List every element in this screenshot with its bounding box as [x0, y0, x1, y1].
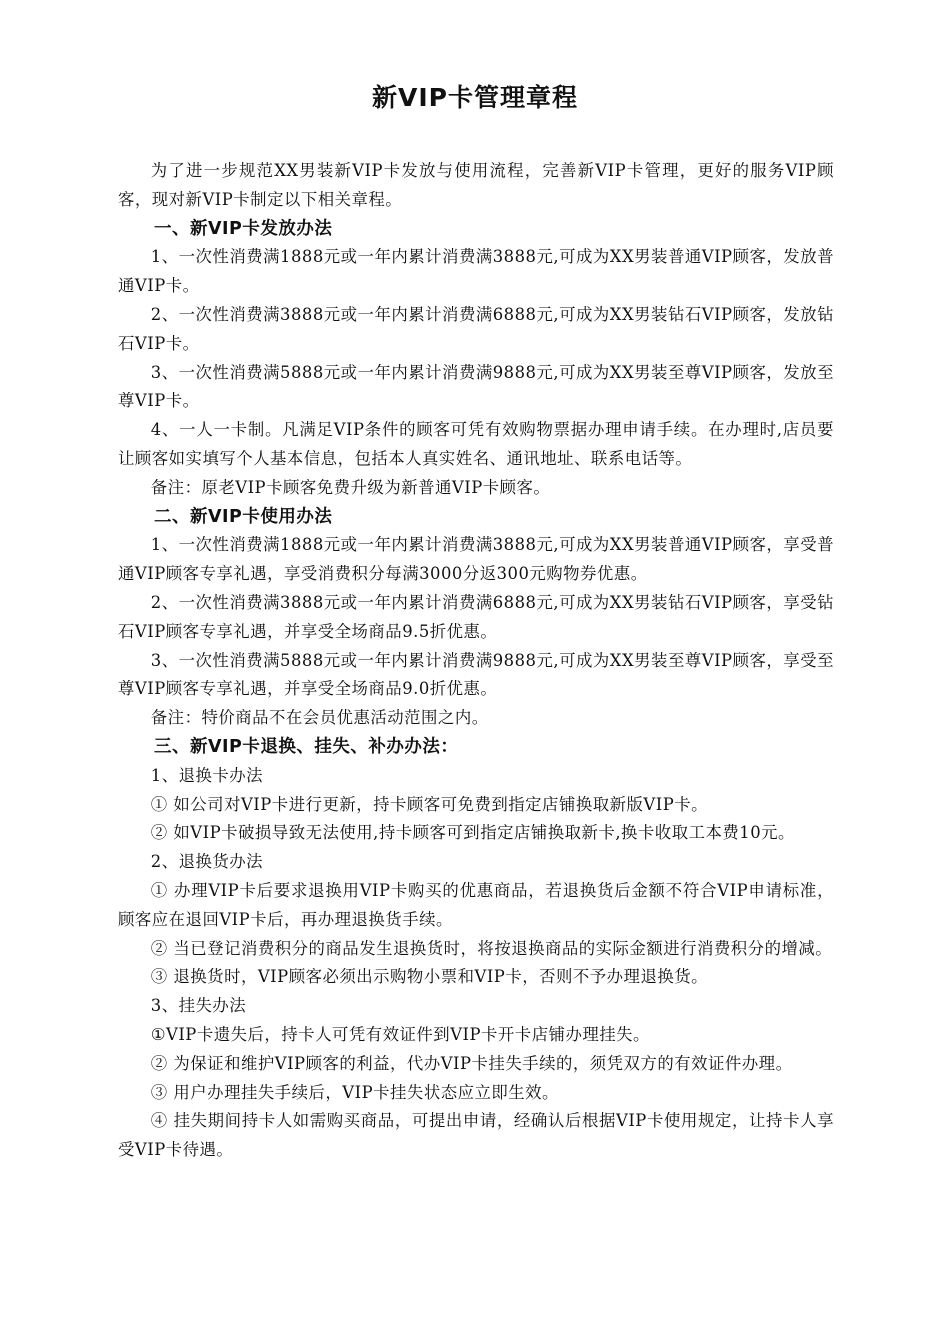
loss-report-item-1: ①VIP卡遗失后，持卡人可凭有效证件到VIP卡开卡店铺办理挂失。	[150, 1024, 650, 1044]
issuance-note: 备注：原老VIP卡顾客免费升级为新普通VIP卡顾客。	[150, 477, 551, 497]
loss-report-item-4: ④ 挂失期间持卡人如需购买商品，可提出申请，经确认后根据VIP卡使用规定，让持卡人享受VIP卡待遇。	[118, 1111, 834, 1160]
page-title: 新VIP卡管理章程	[372, 83, 578, 112]
document-body	[118, 157, 834, 1165]
loss-report-item-2: ② 为保证和维护VIP顾客的利益，代办VIP卡挂失手续的，须凭双方的有效证件办理。	[150, 1053, 793, 1073]
card-exchange-title: 1、退换卡办法	[150, 765, 264, 785]
goods-return-item-1: ① 办理VIP卡后要求退换用VIP卡购买的优惠商品，若退换货后金额不符合VIP申请标准，顾客应在退回VIP卡后，再办理退换货手续。	[118, 880, 834, 929]
usage-item-1: 1、一次性消费满1888元或一年内累计消费满3888元,可成为XX男装普通VIP顾客，享受普通VIP顾客专享礼遇，享受消费积分每满3000分返300元购物券优惠。	[118, 535, 834, 584]
card-exchange-item-2: ② 如VIP卡破损导致无法使用,持卡顾客可到指定店铺换取新卡,换卡收取工本费10元。	[150, 823, 795, 843]
usage-item-3: 3、一次性消费满5888元或一年内累计消费满9888元,可成为XX男装至尊VIP顾客，享受至尊VIP顾客专享礼遇，并享受全场商品9.0折优惠。	[118, 650, 834, 699]
issuance-item-3: 3、一次性消费满5888元或一年内累计消费满9888元,可成为XX男装至尊VIP顾客，发放至尊VIP卡。	[118, 362, 834, 411]
card-exchange-item-1: ① 如公司对VIP卡进行更新，持卡顾客可免费到指定店铺换取新版VIP卡。	[150, 794, 709, 814]
loss-report-item-3: ③ 用户办理挂失手续后，VIP卡挂失状态应立即生效。	[150, 1082, 559, 1102]
intro-paragraph: 为了进一步规范XX男装新VIP卡发放与使用流程，完善新VIP卡管理，更好的服务VIP顾客，现对新VIP卡制定以下相关章程。	[118, 161, 834, 209]
issuance-item-2: 2、一次性消费满3888元或一年内累计消费满6888元,可成为XX男装钻石VIP顾客，发放钻石VIP卡。	[118, 304, 834, 353]
section-heading-exchange: 三、新VIP卡退换、挂失、补办办法：	[154, 736, 459, 757]
issuance-item-4: 4、一人一卡制。凡满足VIP条件的顾客可凭有效购物票据办理申请手续。在办理时,店员要让顾客如实填写个人基本信息，包括本人真实姓名、通讯地址、联系电话等。	[118, 420, 834, 468]
goods-return-item-3: ③ 退换货时，VIP顾客必须出示购物小票和VIP卡，否则不予办理退换货。	[150, 967, 709, 987]
loss-report-title: 3、挂失办法	[150, 996, 247, 1016]
usage-item-2: 2、一次性消费满3888元或一年内累计消费满6888元,可成为XX男装钻石VIP顾客，享受钻石VIP顾客专享礼遇，并享受全场商品9.5折优惠。	[118, 592, 834, 641]
issuance-item-1: 1、一次性消费满1888元或一年内累计消费满3888元,可成为XX男装普通VIP顾客，发放普通VIP卡。	[118, 247, 834, 296]
section-heading-issuance: 一、新VIP卡发放办法	[154, 218, 333, 239]
section-heading-usage: 二、新VIP卡使用办法	[154, 506, 333, 527]
goods-return-item-2: ② 当已登记消费积分的商品发生退换货时，将按退换商品的实际金额进行消费积分的增减。	[150, 938, 833, 958]
goods-return-title: 2、退换货办法	[150, 852, 264, 872]
usage-note: 备注：特价商品不在会员优惠活动范围之内。	[150, 708, 489, 728]
